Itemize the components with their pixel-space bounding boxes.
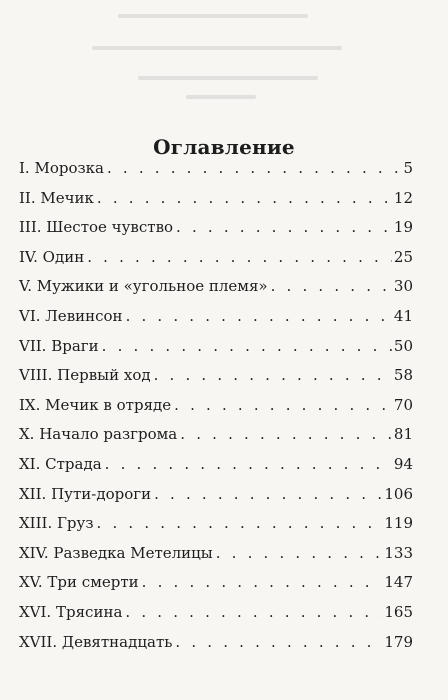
toc-entry bbox=[19, 307, 413, 337]
toc-entry bbox=[19, 248, 413, 278]
dot-leader bbox=[154, 366, 392, 384]
toc-entry bbox=[19, 485, 413, 515]
toc-entry-title: XIII. Груз bbox=[19, 514, 94, 533]
page-title: Оглавление bbox=[153, 135, 295, 160]
toc-entry bbox=[19, 189, 413, 219]
toc-entry-title: XI. Страда bbox=[19, 454, 102, 473]
toc-entry-title: VI. Левинсон bbox=[19, 306, 123, 325]
toc-entry-page: 106 bbox=[384, 484, 413, 503]
toc-entry-page: 50 bbox=[393, 336, 413, 355]
bleed-through-mark bbox=[186, 95, 256, 99]
dot-leader bbox=[142, 573, 383, 591]
toc-entry-page: 179 bbox=[384, 632, 413, 651]
toc-entry-page: 12 bbox=[393, 188, 413, 207]
toc-entry-page: 19 bbox=[393, 218, 413, 237]
bleed-through-mark bbox=[138, 76, 318, 80]
bleed-through-mark bbox=[92, 46, 342, 50]
toc-entry-title: XII. Пути-дороги bbox=[19, 484, 152, 503]
toc-entry-page: 133 bbox=[384, 543, 413, 562]
toc-entry bbox=[19, 633, 413, 663]
dot-leader bbox=[154, 485, 382, 503]
toc-entry-title: XIV. Разведка Метелицы bbox=[19, 543, 213, 562]
toc-entry-page: 81 bbox=[393, 425, 413, 444]
toc-entry-title: VII. Враги bbox=[19, 336, 99, 355]
toc-entry-title: XVI. Трясина bbox=[19, 602, 123, 621]
toc-entry bbox=[19, 366, 413, 396]
table-of-contents bbox=[19, 159, 413, 662]
dot-leader bbox=[216, 544, 383, 562]
toc-entry-title: XV. Три смерти bbox=[19, 573, 139, 592]
dot-leader bbox=[174, 396, 392, 414]
bleed-through-mark bbox=[118, 14, 308, 18]
toc-entry-title: X. Начало разгрома bbox=[19, 425, 178, 444]
toc-entry-page: 41 bbox=[393, 306, 413, 325]
dot-leader bbox=[97, 514, 383, 532]
toc-entry-page: 94 bbox=[393, 454, 413, 473]
toc-entry bbox=[19, 514, 413, 544]
toc-entry-title: II. Мечик bbox=[19, 188, 94, 207]
toc-entry-page: 147 bbox=[384, 573, 413, 592]
dot-leader bbox=[97, 189, 392, 207]
toc-entry-title: I. Морозка bbox=[19, 159, 104, 177]
toc-entry-title: III. Шестое чувство bbox=[19, 218, 174, 237]
toc-entry bbox=[19, 159, 413, 189]
toc-entry bbox=[19, 337, 413, 367]
dot-leader bbox=[126, 307, 392, 325]
toc-entry bbox=[19, 544, 413, 574]
dot-leader bbox=[105, 455, 392, 473]
toc-entry-page: 58 bbox=[393, 366, 413, 385]
toc-entry-page: 70 bbox=[393, 395, 413, 414]
dot-leader bbox=[271, 277, 392, 295]
toc-entry-title: IV. Один bbox=[19, 247, 85, 266]
toc-entry bbox=[19, 573, 413, 603]
toc-entry bbox=[19, 455, 413, 485]
toc-entry bbox=[19, 218, 413, 248]
toc-entry-title: IX. Мечик в отряде bbox=[19, 395, 172, 414]
toc-entry-title: V. Мужики и «угольное племя» bbox=[19, 277, 268, 296]
dot-leader bbox=[180, 425, 392, 443]
toc-entry-page: 30 bbox=[393, 277, 413, 296]
dot-leader bbox=[175, 633, 382, 651]
toc-entry bbox=[19, 277, 413, 307]
toc-entry-page: 165 bbox=[384, 602, 413, 621]
toc-entry-title: XVII. Девятнадцать bbox=[19, 632, 173, 651]
dot-leader bbox=[107, 159, 401, 177]
dot-leader bbox=[102, 337, 392, 355]
toc-entry bbox=[19, 603, 413, 633]
toc-entry bbox=[19, 425, 413, 455]
dot-leader bbox=[87, 248, 392, 266]
toc-entry-page: 5 bbox=[403, 159, 413, 177]
toc-entry bbox=[19, 396, 413, 426]
toc-entry-page: 25 bbox=[393, 247, 413, 266]
dot-leader bbox=[125, 603, 382, 621]
toc-entry-page: 119 bbox=[384, 514, 413, 533]
dot-leader bbox=[176, 218, 392, 236]
toc-entry-title: VIII. Первый ход bbox=[19, 366, 151, 385]
